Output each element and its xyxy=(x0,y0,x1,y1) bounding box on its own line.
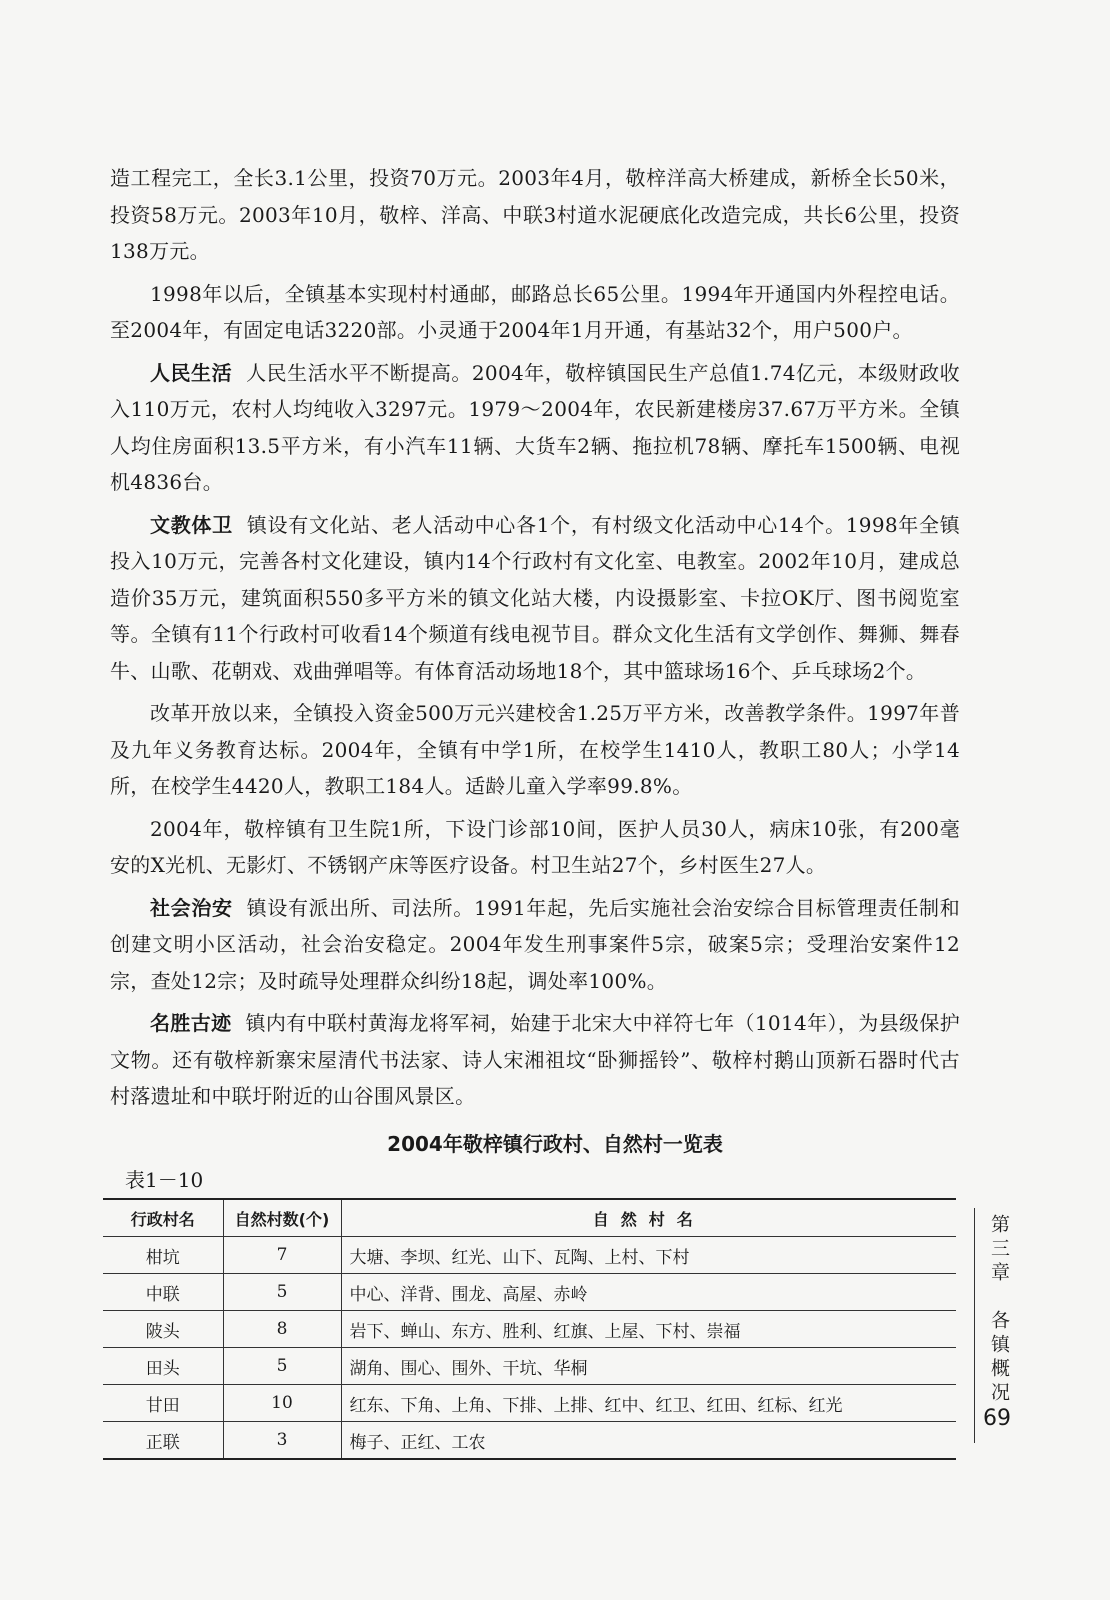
section-lead: 名胜古迹 xyxy=(150,1011,232,1035)
admin-village-cell: 甘田 xyxy=(103,1385,223,1422)
chapter-sidebar xyxy=(974,1208,1025,1443)
page-number: 69 xyxy=(983,1406,1011,1431)
names-cell: 梅子、正红、工农 xyxy=(341,1422,956,1460)
count-cell: 3 xyxy=(223,1422,341,1460)
table-row xyxy=(103,1348,956,1385)
names-cell: 大塘、李坝、红光、山下、瓦陶、上村、下村 xyxy=(341,1237,956,1274)
table-row xyxy=(103,1385,956,1422)
count-cell: 5 xyxy=(223,1274,341,1311)
names-cell: 中心、洋背、围龙、高屋、赤岭 xyxy=(341,1274,956,1311)
body-text xyxy=(110,160,960,1121)
chapter-title: 第三章 各镇概况 xyxy=(988,1214,1010,1406)
section-lead: 人民生活 xyxy=(150,360,233,385)
header-village-names: 自然村名 xyxy=(341,1199,956,1237)
section-lead: 社会治安 xyxy=(150,895,233,920)
count-cell: 5 xyxy=(223,1348,341,1385)
table-header-row xyxy=(103,1199,956,1237)
paragraph-culture-education: 文教体卫 镇设有文化站、老人活动中心各1个，有村级文化活动中心14个。1998年全镇投入10万元，完善各村文化建设，镇内14个行政村有文化室、电教室。2002年10月，建成总造价35万元，建筑面积550多平方米的镇文化站大楼，内设摄影室、卡拉OK厅、图书阅览室等。全镇有11个行政村可收看14个频道有线电视节目。群众文化生活有文学创作、舞狮、舞春牛、山歌、花朝戏、戏曲弹唱等。有体育活动场地18个，其中篮球场16个、乒乓球场2个。 xyxy=(110,512,960,683)
paragraph: 造工程完工，全长3.1公里，投资70万元。2003年4月，敬梓洋高大桥建成，新桥全长50米，投资58万元。2003年10月，敬梓、洋高、中联3村道水泥硬底化改造完成，共长6公里，投资138万元。 xyxy=(110,166,960,263)
table-title: 2004年敬梓镇行政村、自然村一览表 xyxy=(387,1132,723,1156)
village-table xyxy=(103,1198,956,1460)
admin-village-cell: 陂头 xyxy=(103,1311,223,1348)
table-row xyxy=(103,1311,956,1348)
paragraph: 1998年以后，全镇基本实现村村通邮，邮路总长65公里。1994年开通国内外程控电话。至2004年，有固定电话3220部。小灵通于2004年1月开通，有基站32个，用户500户。 xyxy=(110,281,960,342)
names-cell: 湖角、围心、围外、干坑、华桐 xyxy=(341,1348,956,1385)
table-row xyxy=(103,1237,956,1274)
header-admin-village: 行政村名 xyxy=(103,1199,223,1237)
count-cell: 7 xyxy=(223,1237,341,1274)
paragraph-historic-sites: 名胜古迹 镇内有中联村黄海龙将军祠，始建于北宋大中祥符七年（1014年），为县级保护文物。还有敬梓新寨宋屋清代书法家、诗人宋湘祖坟“卧狮摇铃”、敬梓村鹅山顶新石器时代古村落遗址和中联圩附近的山谷围风景区。 xyxy=(110,1011,961,1108)
admin-village-cell: 正联 xyxy=(103,1422,223,1460)
names-cell: 红东、下角、上角、下排、上排、红中、红卫、红田、红标、红光 xyxy=(341,1385,956,1422)
names-cell: 岩下、蝉山、东方、胜利、红旗、上屋、下村、崇福 xyxy=(341,1311,956,1348)
admin-village-cell: 柑坑 xyxy=(103,1237,223,1274)
count-cell: 10 xyxy=(223,1385,341,1422)
paragraph: 2004年，敬梓镇有卫生院1所，下设门诊部10间，医护人员30人，病床10张，有200毫安的X光机、无影灯、不锈钢产床等医疗设备。村卫生站27个，乡村医生27人。 xyxy=(110,816,960,877)
section-lead: 文教体卫 xyxy=(150,512,233,537)
table-number: 表1－10 xyxy=(125,1168,204,1192)
admin-village-cell: 田头 xyxy=(103,1348,223,1385)
paragraph-public-security: 社会治安 镇设有派出所、司法所。1991年起，先后实施社会治安综合目标管理责任制和创建文明小区活动，社会治安稳定。2004年发生刑事案件5宗，破案5宗；受理治安案件12宗，查处12宗；及时疏导处理群众纠纷18起，调处率100%。 xyxy=(110,895,960,993)
admin-village-cell: 中联 xyxy=(103,1274,223,1311)
table-row xyxy=(103,1422,956,1460)
header-village-count: 自然村数(个) xyxy=(223,1199,341,1237)
table-row xyxy=(103,1274,956,1311)
count-cell: 8 xyxy=(223,1311,341,1348)
paragraph-people-life: 人民生活 人民生活水平不断提高。2004年，敬梓镇国民生产总值1.74亿元，本级财政收入110万元，农村人均纯收入3297元。1979～2004年，农民新建楼房37.67万平方米。全镇人均住房面积13.5平方米，有小汽车11辆、大货车2辆、拖拉机78辆、摩托车1500辆、电视机4836台。 xyxy=(110,360,960,494)
paragraph: 改革开放以来，全镇投入资金500万元兴建校舍1.25万平方米，改善教学条件。1997年普及九年义务教育达标。2004年，全镇有中学1所，在校学生1410人，教职工80人；小学14所，在校学生4420人，教职工184人。适龄儿童入学率99.8%。 xyxy=(110,701,960,798)
